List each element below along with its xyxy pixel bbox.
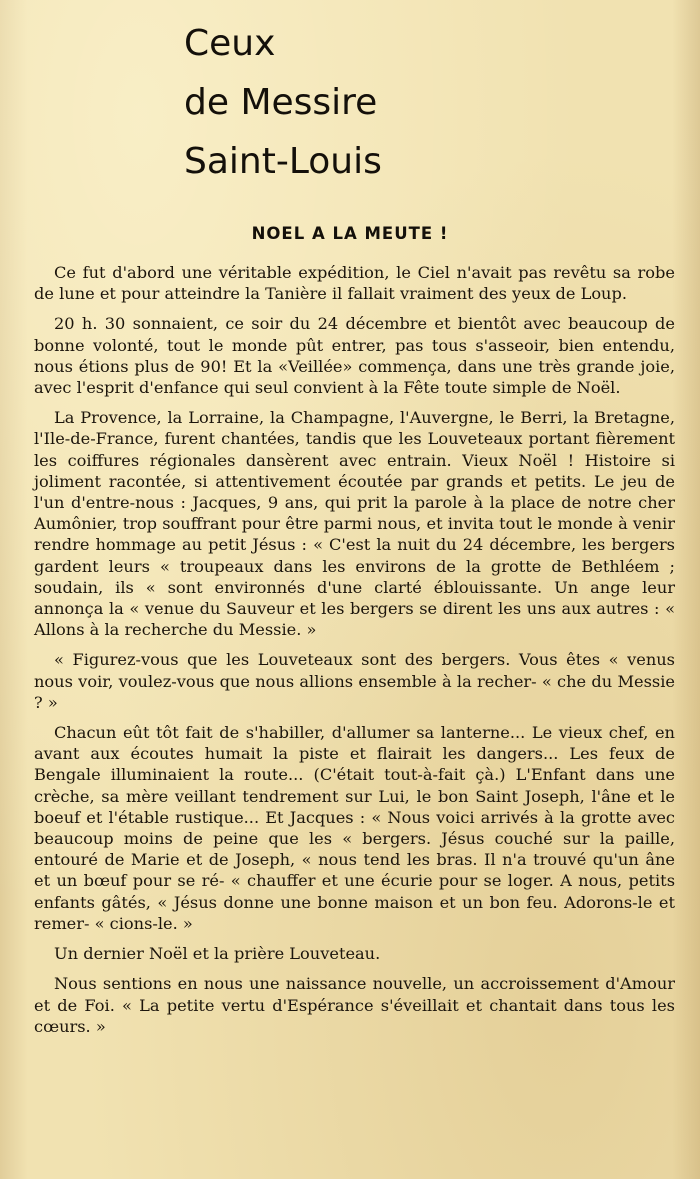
- paragraph: Un dernier Noël et la prière Louveteau.: [54, 944, 381, 964]
- paragraph: « Figurez-vous que les Louveteaux sont des bergers. Vous êtes « venus nous voir, voulez-vous que nous allions ensemble à la recher- « che du Messie ? »: [34, 650, 675, 712]
- paragraph: Nous sentions en nous une naissance nouvelle, un accroissement d'Amour et de Foi. « La petite vertu d'Espérance s'éveillait et chantait dans tous les cœurs. »: [34, 974, 675, 1036]
- paragraph: 20 h. 30 sonnaient, ce soir du 24 décembre et bientôt avec beaucoup de bonne volonté, tout le monde pût entrer, pas tous s'asseoir, bien entendu, nous étions plus de 90! Et la «Veillée» commença, dans une très grande joie, avec l'esprit d'enfance qui seul convient à la Fête toute simple de Noël.: [34, 314, 675, 398]
- title-line: Ceux: [184, 23, 276, 64]
- title-line: Saint-Louis: [184, 141, 382, 182]
- paragraph: Ce fut d'abord une véritable expédition, le Ciel n'avait pas revêtu sa robe de lune et pour atteindre la Tanière il fallait vraiment des yeux de Loup.: [34, 263, 675, 304]
- title-line: de Messire: [184, 82, 378, 123]
- paragraph: La Provence, la Lorraine, la Champagne, l'Auvergne, le Berri, la Bretagne, l'Ile-de-France, furent chantées, tandis que les Louveteaux portant fièrement les coiffures régionales dansèrent avec entrain. Vieux Noël ! Histoire si joliment racontée, si attentivement écoutée par grands et petits. Le jeu de l'un d'entre-nous : Jacques, 9 ans, qui prit la parole à la place de notre cher Aumônier, trop souffrant pour être parmi nous, et invita tout le monde à venir rendre hommage au petit Jésus : « C'est la nuit du 24 décembre, les bergers gardent leurs « troupeaux dans les environs de la grotte de Bethléem ; soudain, ils « sont environnés d'une clarté éblouissante. Un ange leur annonça la « venue du Sauveur et les bergers se dirent les uns aux autres : « Allons à la recherche du Messie. »: [34, 408, 675, 640]
- article-title: [184, 14, 382, 191]
- article-subtitle: NOEL A LA MEUTE !: [251, 224, 449, 243]
- article-body: [34, 262, 675, 1046]
- paragraph: Chacun eût tôt fait de s'habiller, d'allumer sa lanterne... Le vieux chef, en avant aux écoutes humait la piste et flairait les dangers... Les feux de Bengale illuminaient la route... (C'était tout-à-fait çà.) L'Enfant dans une crèche, sa mère veillant tendrement sur Lui, le bon Saint Joseph, l'âne et le boeuf et l'étable rustique... Et Jacques : « Nous voici arrivés à la grotte avec beaucoup moins de peine que les « bergers. Jésus couché sur la paille, entouré de Marie et de Joseph, « nous tend les bras. Il n'a trouvé qu'un âne et un bœuf pour se ré- « chauffer et une écurie pour se loger. A nous, petits enfants gâtés, « Jésus donne une bonne maison et un bon feu. Adorons-le et remer- « cions-le. »: [34, 723, 675, 933]
